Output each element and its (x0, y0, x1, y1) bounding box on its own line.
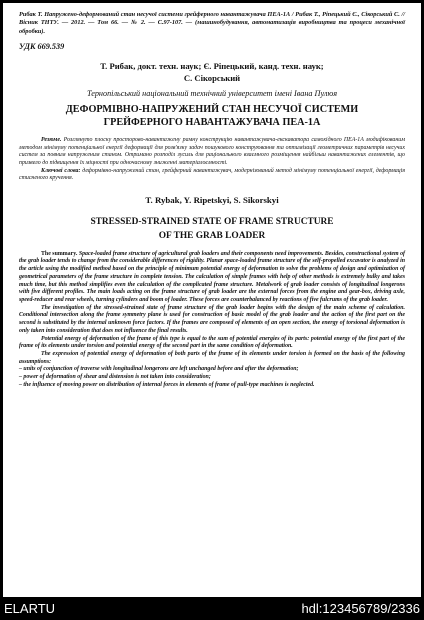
summary-list-item-3: – the influence of moving power on distribution of internal forces in elements of frame of pull-type machines is neglected. (19, 381, 315, 388)
summary-paragraph-3: Potential energy of deformation of the frame of this type is equal to the sum of potential energies of its parts: potential energy of the first part of the frame of its elements under torsion and potential energy of the second part in the same condition of deformation. (19, 335, 405, 350)
authors-ua (19, 61, 405, 84)
abstract-text: Розглянуто плоску просторово-навантажену рамну конструкцію навантажувача-екскаватора самохідного ПЕА-1А модифікованим методом мінімуму потенціальної енергії деформації для розв'язку задач пошукового конструювання та оптимізації геометричних параметрів несучих систем за повним напруженим станом. Отримано розподіл зусиль для раціонального взаємного розміщення найбільш навантажених елементів, що призвело до підвищення їх міцності при одночасному зниженні матеріалоємності. (19, 137, 405, 166)
summary-text-1: Space-loaded frame structure of agricultural grab loaders and their components need improvements. Besides, constructional system of the grab loader tends to change from the considerable differences of rigidity. Planar space-loaded frame structure of the self-propelled excavator is analyzed in the article using the modified method based on the principle of minimum potential energy of deformation to solve the problems of design and optimization of geometrical parameters of the frame structure in complete tension. The calculation of simple frames with help of other methods is extremely bulky and takes much time, but this method simplifies even the calculation of the complicated frame structure. Metalwork of grab loader consists of longitudinal longerons with five different profiles. The main loads acting on the frame structure of grab loader are the external forces from the engine and gear-box, driving axle, speed-reducer and rear wheels, turning cylinders and boom of loader. These forces are counterbalanced by reactions of five fulcrums of the grab loader. (19, 250, 406, 303)
keywords-ua (19, 168, 405, 183)
title-en-line2: OF THE GRAB LOADER (158, 230, 266, 241)
title-ua-line2: ГРЕЙФЕРНОГО НАВАНТАЖУВАЧА ПЕА-1А (103, 117, 321, 129)
summary-paragraph-2: The investigation of the stressed-strained state of frame structure of the grab loader begins with the design of the main scheme of calculation. Conditional intersection along the frame symmetry plane is used for construction of basic model of the grab loader and the action of the first part on the second is substituted by the internal unknown force factors. If the frames are composed of elements of an open section, the energy of torsional deformation is only taken into consideration that does not influence the final results. (19, 304, 405, 334)
summary-list-item-2: – power of deformation of shear and distension is not taken into consideration; (19, 374, 211, 381)
footer-bar (0, 597, 424, 620)
keywords-text: деформівно-напружений стан, грейферний навантажувач, модернізований метод мінімуму потенціальної енергії, деформація стисненого кручення. (19, 167, 406, 182)
footer-handle: hdl:123456789/2336 (301, 601, 420, 616)
citation: Рибак Т. Напружено-деформований стан несучої системи грейферного навантажувача ПЕА-1А / Рибак Т., Ріпецький Є., Сікорський С. // Вісник ТНТУ. — 2012. — Том 66. — № 2. — С.97-107. — (машинобудування, автоматизація виробництва та процеси механічної обробки). (19, 11, 405, 35)
footer-source: ELARTU (4, 601, 56, 616)
summary-en (19, 251, 405, 390)
page-content (19, 11, 405, 389)
summary-list-item-1: – units of conjunction of traverse with longitudinal longerons are left unchanged before and after the deformation; (19, 366, 299, 373)
authors-ua-line2: С. Сікорський (183, 72, 241, 83)
authors-en: T. Rybak, Y. Ripetskyi, S. Sikorskyi (145, 194, 279, 205)
udc-code: УДК 669.539 (19, 42, 65, 52)
document-page (3, 3, 421, 597)
authors-ua-line1: Т. Рибак, докт. техн. наук; Є. Ріпецький, канд. техн. наук; (100, 61, 324, 72)
title-en-line1: STRESSED-STRAINED STATE OF FRAME STRUCTURE (90, 216, 334, 227)
abstract-ua (19, 137, 405, 167)
affiliation: Тернопільський національний технічний університет імені Івана Пулюя (86, 89, 338, 99)
abstract-label: Резюме. (41, 137, 62, 144)
keywords-label: Ключові слова: (41, 167, 81, 174)
title-ua-line1: ДЕФОРМІВНО-НАПРУЖЕНИЙ СТАН НЕСУЧОЇ СИСТЕМИ (65, 104, 359, 116)
summary-label: The summary. (41, 250, 78, 257)
title-en (19, 215, 405, 243)
summary-paragraph-4: The expression of potential energy of deformation of both parts of the frame of its elements under torsion is formed on the basis of the following assumptions: (19, 350, 405, 365)
title-ua (19, 103, 405, 129)
summary-paragraph-1 (19, 251, 405, 305)
